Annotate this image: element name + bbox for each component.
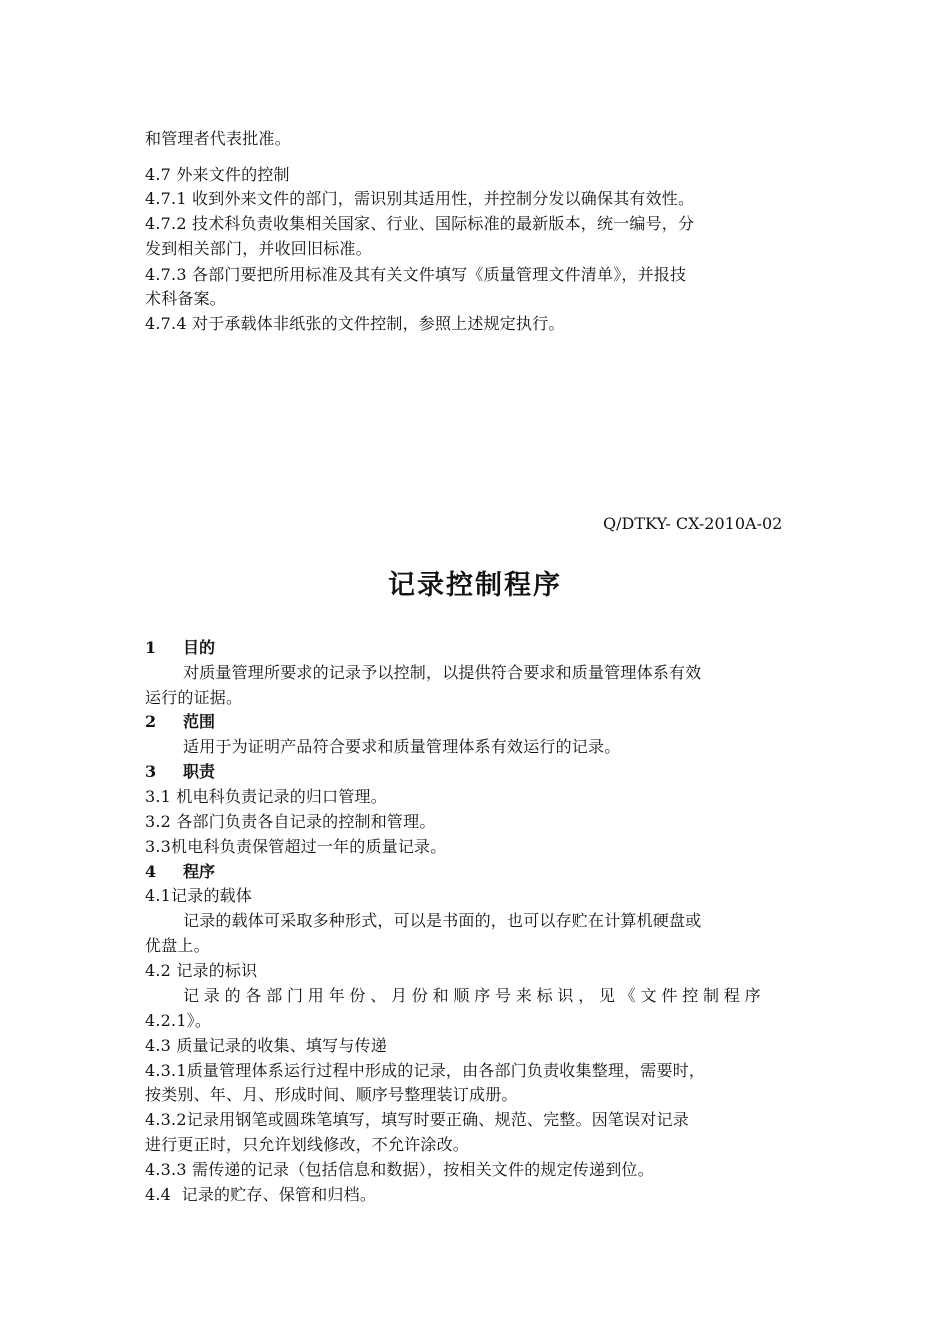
sec4-1-heading: 4.1记录的载体 bbox=[145, 886, 253, 905]
sec1-para-b: 运行的证据。 bbox=[145, 688, 243, 707]
prev-4-7-3-a: 4.7.3 各部门要把所用标准及其有关文件填写《质量管理文件清单》，并报技 bbox=[145, 265, 687, 284]
sec1-number: 1 bbox=[145, 638, 157, 657]
sec3-item-2: 3.2 各部门负责各自记录的控制和管理。 bbox=[145, 812, 436, 831]
sec4-1-para-a: 记录的载体可采取多种形式，可以是书面的，也可以存贮在计算机硬盘或 bbox=[183, 911, 702, 930]
sec3-item-1: 3.1 机电科负责记录的归口管理。 bbox=[145, 787, 387, 806]
sec4-2-para-b: 4.2.1》。 bbox=[145, 1011, 212, 1030]
prev-line-1: 和管理者代表批准。 bbox=[145, 129, 291, 148]
sec4-title: 程序 bbox=[183, 862, 216, 881]
prev-4-7-2-b: 发到相关部门，并收回旧标准。 bbox=[145, 239, 372, 258]
sec1-title: 目的 bbox=[183, 638, 216, 657]
prev-4-7-3-b: 术科备案。 bbox=[145, 289, 227, 308]
sec3-title: 职责 bbox=[183, 762, 216, 781]
sec3-number: 3 bbox=[145, 762, 157, 781]
document-code: Q/DTKY- CX-2010A-02 bbox=[603, 514, 783, 533]
sec4-3-1-a: 4.3.1质量管理体系运行过程中形成的记录，由各部门负责收集整理，需要时， bbox=[145, 1061, 706, 1080]
sec4-3-1-b: 按类别、年、月、形成时间、顺序号整理装订成册。 bbox=[145, 1085, 518, 1104]
prev-heading-4-7: 4.7 外来文件的控制 bbox=[145, 165, 290, 184]
sec4-3-heading: 4.3 质量记录的收集、填写与传递 bbox=[145, 1036, 387, 1055]
sec4-3-3: 4.3.3 需传递的记录（包括信息和数据），按相关文件的规定传递到位。 bbox=[145, 1160, 654, 1179]
sec4-4-heading: 4.4 记录的贮存、保管和归档。 bbox=[145, 1185, 377, 1204]
sec2-number: 2 bbox=[145, 712, 157, 731]
sec2-para: 适用于为证明产品符合要求和质量管理体系有效运行的记录。 bbox=[183, 737, 621, 756]
sec2-title: 范围 bbox=[183, 712, 216, 731]
sec4-number: 4 bbox=[145, 862, 157, 881]
sec4-3-2-b: 进行更正时，只允许划线修改，不允许涂改。 bbox=[145, 1135, 470, 1154]
document-title: 记录控制程序 bbox=[388, 570, 562, 601]
prev-4-7-1: 4.7.1 收到外来文件的部门，需识别其适用性，并控制分发以确保其有效性。 bbox=[145, 189, 695, 208]
sec4-2-heading: 4.2 记录的标识 bbox=[145, 961, 258, 980]
sec4-1-para-b: 优盘上。 bbox=[145, 936, 210, 955]
sec3-item-3: 3.3机电科负责保管超过一年的质量记录。 bbox=[145, 837, 447, 856]
prev-4-7-4: 4.7.4 对于承载体非纸张的文件控制，参照上述规定执行。 bbox=[145, 314, 565, 333]
sec4-2-para-a: 记录的各部门用年份、月份和顺序号来标识，见《文件控制程序 bbox=[183, 986, 766, 1005]
sec4-3-2-a: 4.3.2记录用钢笔或圆珠笔填写，填写时要正确、规范、完整。因笔误对记录 bbox=[145, 1110, 689, 1129]
sec1-para-a: 对质量管理所要求的记录予以控制，以提供符合要求和质量管理体系有效 bbox=[183, 663, 702, 682]
prev-4-7-2-a: 4.7.2 技术科负责收集相关国家、行业、国际标准的最新版本，统一编号，分 bbox=[145, 214, 695, 233]
